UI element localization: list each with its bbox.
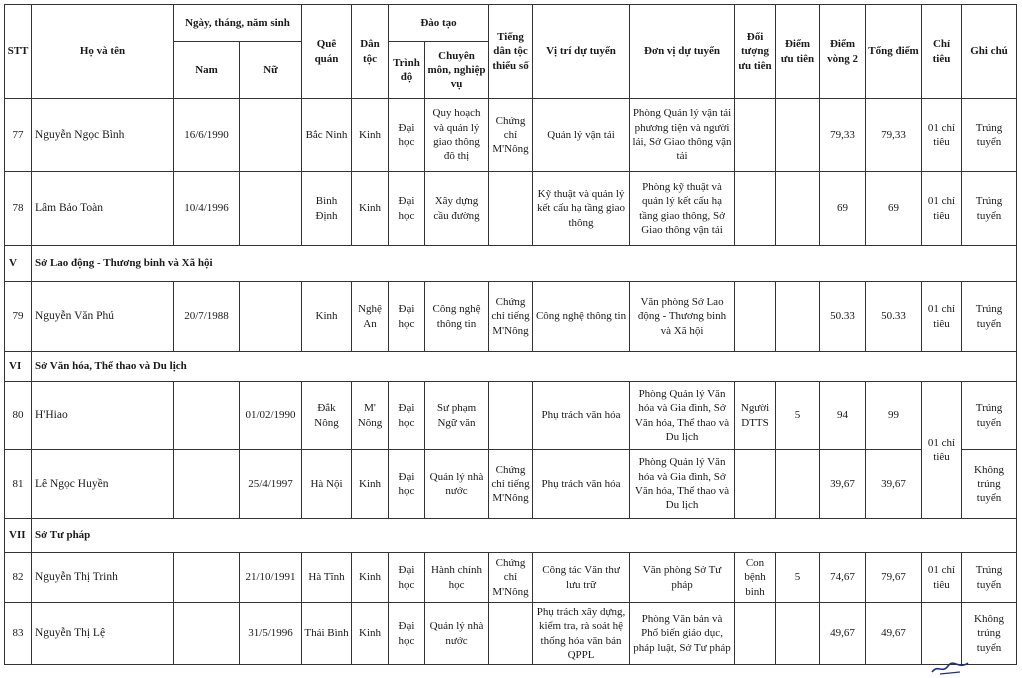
cell-major: Quản lý nhà nước: [425, 603, 489, 665]
header-dob: Ngày, tháng, năm sinh: [174, 5, 302, 42]
cell-language: Chứng chỉ M'Nông: [489, 99, 533, 172]
cell-ethnicity: Nghệ An: [352, 282, 389, 352]
cell-name: Lê Ngọc Huyền: [32, 450, 174, 519]
cell-ethnicity: M' Nông: [352, 382, 389, 450]
cell-male: 20/7/1988: [174, 282, 240, 352]
results-table: [4, 4, 1017, 665]
cell-major: Quản lý nhà nước: [425, 450, 489, 519]
cell-total: 49,67: [866, 603, 922, 665]
cell-male: [174, 603, 240, 665]
cell-note: Trúng tuyển: [962, 282, 1017, 352]
cell-round2: 69: [820, 172, 866, 246]
header-training: Đào tạo: [389, 5, 489, 42]
cell-name: Lâm Bảo Toàn: [32, 172, 174, 246]
header-round2: Điểm vòng 2: [820, 5, 866, 99]
cell-hometown: Thái Bình: [302, 603, 352, 665]
cell-unit: Văn phòng Sở Lao động - Thương binh và Xã hội: [630, 282, 735, 352]
cell-unit: Phòng Quản lý Văn hóa và Gia đình, Sở Văn hóa, Thể thao và Du lịch: [630, 382, 735, 450]
cell-male: [174, 553, 240, 603]
cell-note: Không trúng tuyển: [962, 603, 1017, 665]
cell-level: Đại học: [389, 282, 425, 352]
cell-level: Đại học: [389, 382, 425, 450]
table-row: [5, 172, 1017, 246]
cell-note: Trúng tuyển: [962, 382, 1017, 450]
cell-male: 16/6/1990: [174, 99, 240, 172]
cell-hometown: Hà Nội: [302, 450, 352, 519]
cell-level: Đại học: [389, 172, 425, 246]
cell-quota: 01 chỉ tiêu: [922, 382, 962, 519]
cell-major: Sư phạm Ngữ văn: [425, 382, 489, 450]
section-title: Sở Tư pháp: [32, 519, 1017, 553]
cell-hometown: Bình Định: [302, 172, 352, 246]
cell-hometown: Đắk Nông: [302, 382, 352, 450]
cell-male: [174, 450, 240, 519]
cell-priority-group: Con bệnh binh: [735, 553, 776, 603]
cell-female: 01/02/1990: [240, 382, 302, 450]
cell-name: H'Hiao: [32, 382, 174, 450]
cell-round2: 94: [820, 382, 866, 450]
header-name: Họ và tên: [32, 5, 174, 99]
cell-female: 21/10/1991: [240, 553, 302, 603]
cell-level: Đại học: [389, 603, 425, 665]
cell-quota: 01 chỉ tiêu: [922, 172, 962, 246]
table-row: [5, 282, 1017, 352]
cell-total: 79,67: [866, 553, 922, 603]
cell-priority-group: [735, 450, 776, 519]
cell-unit: Văn phòng Sở Tư pháp: [630, 553, 735, 603]
section-row: [5, 352, 1017, 382]
initials-mark: [930, 660, 970, 676]
cell-language: Chứng chỉ tiếng M'Nông: [489, 282, 533, 352]
cell-note: Trúng tuyển: [962, 553, 1017, 603]
cell-quota: 01 chỉ tiêu: [922, 99, 962, 172]
table-row: [5, 603, 1017, 665]
header-position: Vị trí dự tuyển: [533, 5, 630, 99]
cell-name: Nguyễn Văn Phú: [32, 282, 174, 352]
cell-hometown: Kinh: [302, 282, 352, 352]
cell-total: 99: [866, 382, 922, 450]
cell-priority-points: [776, 282, 820, 352]
cell-female: 31/5/1996: [240, 603, 302, 665]
cell-level: Đại học: [389, 553, 425, 603]
cell-note: Không trúng tuyển: [962, 450, 1017, 519]
header-unit: Đơn vị dự tuyển: [630, 5, 735, 99]
header-male: Nam: [174, 42, 240, 99]
cell-language: Chứng chỉ tiếng M'Nông: [489, 450, 533, 519]
cell-quota: 01 chỉ tiêu: [922, 553, 962, 603]
header-hometown: Quê quán: [302, 5, 352, 99]
cell-ethnicity: Kinh: [352, 172, 389, 246]
cell-major: Hành chính học: [425, 553, 489, 603]
cell-position: Phụ trách văn hóa: [533, 450, 630, 519]
cell-total: 50.33: [866, 282, 922, 352]
cell-priority-points: [776, 172, 820, 246]
cell-position: Phụ trách xây dựng, kiểm tra, rà soát hệ thống hóa văn bản QPPL: [533, 603, 630, 665]
cell-total: 79,33: [866, 99, 922, 172]
header-female: Nữ: [240, 42, 302, 99]
cell-male: 10/4/1996: [174, 172, 240, 246]
header-note: Ghi chú: [962, 5, 1017, 99]
cell-name: Nguyễn Ngọc Bình: [32, 99, 174, 172]
cell-position: Kỹ thuật và quản lý kết cấu hạ tầng giao thông: [533, 172, 630, 246]
cell-female: [240, 172, 302, 246]
cell-ethnicity: Kinh: [352, 553, 389, 603]
section-row: [5, 519, 1017, 553]
cell-major: Xây dựng cầu đường: [425, 172, 489, 246]
cell-position: Phụ trách văn hóa: [533, 382, 630, 450]
cell-name: Nguyễn Thị Trinh: [32, 553, 174, 603]
cell-priority-group: [735, 603, 776, 665]
cell-position: Công tác Văn thư lưu trữ: [533, 553, 630, 603]
cell-hometown: Bắc Ninh: [302, 99, 352, 172]
table-row: [5, 99, 1017, 172]
cell-hometown: Hà Tĩnh: [302, 553, 352, 603]
cell-ethnicity: Kinh: [352, 99, 389, 172]
cell-female: 25/4/1997: [240, 450, 302, 519]
cell-total: 39,67: [866, 450, 922, 519]
cell-unit: Phòng kỹ thuật và quản lý kết cấu hạ tầng giao thông, Sở Giao thông vận tải: [630, 172, 735, 246]
section-number: VII: [5, 519, 32, 553]
cell-ethnicity: Kinh: [352, 603, 389, 665]
cell-round2: 50.33: [820, 282, 866, 352]
table-row: [5, 382, 1017, 450]
cell-stt: 79: [5, 282, 32, 352]
cell-stt: 78: [5, 172, 32, 246]
cell-major: Công nghệ thông tin: [425, 282, 489, 352]
cell-note: Trúng tuyển: [962, 172, 1017, 246]
table-row: [5, 450, 1017, 519]
cell-language: [489, 603, 533, 665]
cell-language: Chứng chỉ M'Nông: [489, 553, 533, 603]
cell-level: Đại học: [389, 450, 425, 519]
cell-unit: Phòng Quản lý vận tải phương tiện và người lái, Sở Giao thông vận tải: [630, 99, 735, 172]
cell-level: Đại học: [389, 99, 425, 172]
cell-round2: 74,67: [820, 553, 866, 603]
cell-unit: Phòng Văn bản và Phổ biến giáo dục, pháp luật, Sở Tư pháp: [630, 603, 735, 665]
cell-priority-points: [776, 99, 820, 172]
cell-priority-group: Người DTTS: [735, 382, 776, 450]
cell-stt: 80: [5, 382, 32, 450]
cell-round2: 49,67: [820, 603, 866, 665]
cell-priority-points: [776, 603, 820, 665]
section-number: VI: [5, 352, 32, 382]
cell-name: Nguyễn Thị Lệ: [32, 603, 174, 665]
cell-language: [489, 172, 533, 246]
cell-total: 69: [866, 172, 922, 246]
header-major: Chuyên môn, nghiệp vụ: [425, 42, 489, 99]
cell-position: Quản lý vận tải: [533, 99, 630, 172]
header-priority-group: Đối tượng ưu tiên: [735, 5, 776, 99]
cell-stt: 82: [5, 553, 32, 603]
header-total: Tổng điểm: [866, 5, 922, 99]
cell-language: [489, 382, 533, 450]
cell-female: [240, 282, 302, 352]
cell-ethnicity: Kinh: [352, 450, 389, 519]
header-level: Trình độ: [389, 42, 425, 99]
cell-priority-group: [735, 172, 776, 246]
cell-priority-group: [735, 282, 776, 352]
cell-quota: 01 chỉ tiêu: [922, 282, 962, 352]
cell-stt: 81: [5, 450, 32, 519]
section-number: V: [5, 246, 32, 282]
header-ethnicity: Dân tộc: [352, 5, 389, 99]
cell-stt: 77: [5, 99, 32, 172]
header-priority-points: Điểm ưu tiên: [776, 5, 820, 99]
cell-round2: 39,67: [820, 450, 866, 519]
header-language: Tiếng dân tộc thiểu số: [489, 5, 533, 99]
cell-priority-points: [776, 450, 820, 519]
cell-quota: [922, 603, 962, 665]
cell-priority-points: 5: [776, 553, 820, 603]
cell-round2: 79,33: [820, 99, 866, 172]
cell-priority-group: [735, 99, 776, 172]
cell-unit: Phòng Quản lý Văn hóa và Gia đình, Sở Văn hóa, Thể thao và Du lịch: [630, 450, 735, 519]
cell-position: Công nghệ thông tin: [533, 282, 630, 352]
cell-note: Trúng tuyển: [962, 99, 1017, 172]
cell-female: [240, 99, 302, 172]
cell-priority-points: 5: [776, 382, 820, 450]
cell-stt: 83: [5, 603, 32, 665]
section-title: Sở Lao động - Thương binh và Xã hội: [32, 246, 1017, 282]
cell-major: Quy hoạch và quản lý giao thông đô thị: [425, 99, 489, 172]
section-row: [5, 246, 1017, 282]
table-row: [5, 553, 1017, 603]
section-title: Sở Văn hóa, Thể thao và Du lịch: [32, 352, 1017, 382]
header-quota: Chỉ tiêu: [922, 5, 962, 99]
cell-male: [174, 382, 240, 450]
header-stt: STT: [5, 5, 32, 99]
